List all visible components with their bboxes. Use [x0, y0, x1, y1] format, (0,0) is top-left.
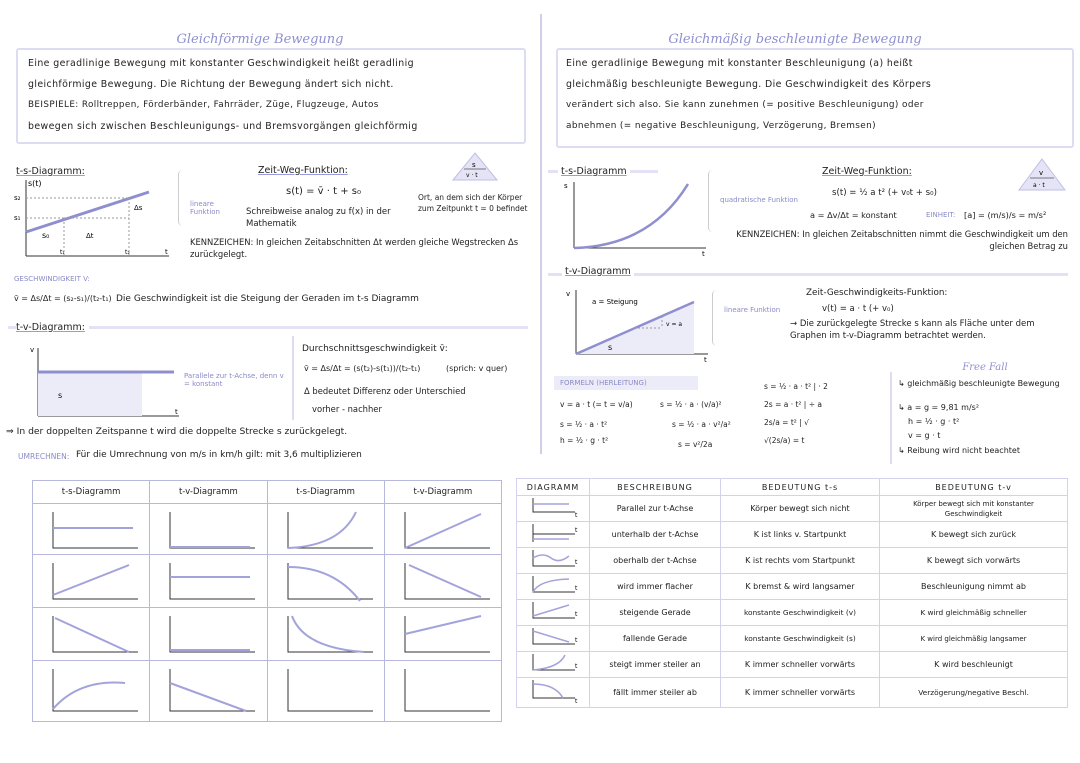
desc-row-1-tv: Körper bewegt sich mit konstanter Geschwindigkeit [880, 496, 1068, 522]
desc-row-6-tv: K wird gleichmäßig langsamer [880, 626, 1068, 652]
formel-0: v = a · t (= t = v/a) [560, 400, 633, 409]
right-linear-label: lineare Funktion [724, 306, 781, 314]
svg-text:t: t [575, 611, 578, 618]
row-graph [525, 652, 581, 674]
left-delta-note: Δ bedeutet Differenz oder Unterschied [304, 386, 466, 396]
left-zwf-title: Zeit-Weg-Funktion: [258, 165, 348, 176]
r-ts-s: s [564, 182, 568, 190]
left-ts-label: t-s-Diagramm: [16, 166, 85, 177]
free-fall-0: ↳ gleichmäßig beschleunigte Bewegung [898, 379, 1060, 388]
left-zwf-ort: Ort, an dem sich der Körper zum Zeitpunkt t = 0 befindet [418, 193, 528, 213]
right-intro-3: verändert sich also. Sie kann zunehmen (= positive Beschleunigung) oder [566, 100, 924, 110]
svg-text:t: t [575, 527, 578, 534]
desc-header-beschreibung: BESCHREIBUNG [590, 479, 721, 496]
bracket [712, 290, 721, 346]
left-tv-graph [24, 340, 184, 426]
left-zwf-formula: s(t) = v̄ · t + s₀ [286, 186, 361, 197]
formel-7: h = ½ · g · t² [560, 436, 609, 445]
left-intro-box [16, 48, 526, 144]
tv-t: t [175, 408, 178, 416]
left-v-heading: GESCHWINDIGKEIT V: [14, 275, 90, 283]
center-divider [540, 14, 542, 454]
left-avg-title: Durchschnittsgeschwindigkeit v̄: [302, 344, 448, 354]
r-tv-veq: v = a [666, 321, 683, 328]
desc-row-4-tv: Beschleunigung nimmt ab [880, 574, 1068, 600]
right-tv-graph [562, 284, 712, 364]
right-zgf-title: Zeit-Geschwindigkeits-Funktion: [806, 288, 948, 298]
formel-1: s = ½ · a · (v/a)² [660, 400, 722, 409]
desc-row-1-desc: Parallel zur t-Achse [590, 496, 721, 522]
right-a-formula: a = Δv/Δt = konstant [810, 210, 897, 220]
svg-text:t: t [575, 585, 578, 592]
ts-ds: Δs [134, 204, 143, 212]
row-graph [525, 496, 581, 518]
diagram-grid [32, 480, 502, 722]
desc-row-5-tv: K wird gleichmäßig schneller [880, 600, 1068, 626]
desc-row-5-ts: konstante Geschwindigkeit (v) [721, 600, 880, 626]
left-avg-formula: v̄ = Δs/Δt = (s(t₂)-s(t₁))/(t₂-t₁) [304, 364, 421, 373]
grid-graph-falling [385, 555, 501, 607]
formel-6: 2s/a = t² | √ [764, 418, 809, 427]
ts-t1: t₁ [60, 249, 65, 256]
right-einheit-value: [a] = (m/s)/s = m/s² [964, 210, 1047, 220]
row-graph [525, 678, 581, 704]
left-v-text: Die Geschwindigkeit ist die Steigung der Geraden im t-s Diagramm [116, 294, 419, 304]
grid-graph-falling [150, 661, 266, 721]
formel-8: s = v²/2a [678, 440, 713, 449]
left-v-formula: v̄ = Δs/Δt = (s₂-s₁)/(t₂-t₁) [14, 294, 112, 303]
left-tv-label: t-v-Diagramm: [16, 322, 89, 333]
desc-row-2-tv: K bewegt sich zurück [880, 522, 1068, 548]
r-tv-v: v [566, 290, 571, 298]
desc-row-7-tv: K wird beschleunigt [880, 652, 1068, 678]
right-kennzeichen: KENNZEICHEN: In gleichen Zeitabschnitten nimmt die Geschwindigkeit um den gleichen Betrag zu [736, 229, 1068, 251]
r-tv-s: s [608, 343, 613, 352]
svg-text:t: t [575, 663, 578, 670]
desc-row-2-ts: K ist links v. Startpunkt [721, 522, 880, 548]
grid-graph-decay [268, 608, 384, 660]
tri-bottom: v · t [466, 172, 478, 179]
grid-graph-saturating [33, 661, 149, 721]
svg-text:t: t [575, 512, 578, 518]
grid-graph-parabola [268, 504, 384, 554]
left-kennzeichen: KENNZEICHEN: In gleichen Zeitabschnitten Δt werden gleiche Wegstrecken Δs zurückgelegt. [190, 237, 519, 259]
desc-row-3-ts: K ist rechts vom Startpunkt [721, 548, 880, 574]
left-intro-1: Eine geradlinige Bewegung mit konstanter Geschwindigkeit heißt geradlinig [28, 58, 414, 69]
desc-row-7-ts: K immer schneller vorwärts [721, 652, 880, 678]
left-parallel: Parallele zur t-Achse, denn v = konstant [184, 372, 284, 388]
grid-graph-horizontal [150, 555, 266, 607]
right-einheit-label: EINHEIT: [926, 211, 956, 219]
formel-5: s = ½ · a · v²/a² [672, 420, 731, 429]
rtri-bottom: a · t [1033, 182, 1045, 189]
right-intro-4: abnehmen (= negative Beschleunigung, Verzögerung, Bremsen) [566, 121, 877, 131]
grid-graph-rising [385, 504, 501, 554]
desc-row-7-desc: steigt immer steiler an [590, 652, 721, 678]
rtri-top: v [1039, 169, 1044, 177]
right-ts-graph [560, 176, 710, 258]
desc-header-ts: BEDEUTUNG t-s [721, 479, 880, 496]
left-triangle-icon [452, 152, 498, 182]
right-quadratic: quadratische Funktion [720, 196, 798, 204]
right-zwf-title: Zeit-Weg-Funktion: [822, 166, 912, 177]
desc-row-8-tv: Verzögerung/negative Beschl. [880, 678, 1068, 708]
desc-row-6-ts: konstante Geschwindigkeit (s) [721, 626, 880, 652]
free-fall-1: ↳ a = g = 9,81 m/s² [898, 403, 980, 412]
r-tv-a: a = Steigung [592, 298, 638, 306]
left-title: Gleichförmige Bewegung [176, 32, 344, 47]
desc-row-3-tv: K bewegt sich vorwärts [880, 548, 1068, 574]
left-delta-note2: vorher - nachher [312, 404, 382, 414]
right-formeln-title: FORMELN (HERLEITUNG) [560, 379, 647, 387]
description-table [516, 478, 1068, 708]
left-intro-2: gleichförmige Bewegung. Die Richtung der Bewegung ändert sich nicht. [28, 79, 394, 90]
formel-9: √(2s/a) = t [764, 436, 805, 445]
right-intro-box [556, 48, 1074, 148]
right-zwf-formula: s(t) = ½ a t² (+ v₀t + s₀) [832, 188, 937, 198]
tri-top: s [472, 161, 476, 169]
formel-3: 2s = a · t² | ÷ a [764, 400, 822, 409]
desc-row-5-desc: steigende Gerade [590, 600, 721, 626]
svg-text:t: t [575, 559, 578, 566]
ts-t2: t₂ [125, 249, 130, 256]
right-title: Gleichmäßig beschleunigte Bewegung [668, 32, 922, 47]
grid-graph-rising-top [385, 608, 501, 660]
bracket [178, 170, 187, 226]
grid-graph-horizontal-low [150, 608, 266, 660]
left-intro-3: BEISPIELE: Rolltreppen, Förderbänder, Fahrräder, Züge, Flugzeuge, Autos [28, 100, 379, 110]
right-tv-label: t-v-Diagramm [562, 266, 634, 277]
tv-v: v [30, 346, 35, 354]
left-ts-graph [14, 176, 174, 262]
free-fall-3: v = g · t [908, 431, 941, 440]
free-fall-4: ↳ Reibung wird nicht beachtet [898, 446, 1020, 455]
right-intro-1: Eine geradlinige Bewegung mit konstanter Beschleunigung (a) heißt [566, 58, 913, 69]
desc-row-8-ts: K immer schneller vorwärts [721, 678, 880, 708]
left-linear-label: lineare Funktion [190, 200, 220, 216]
tv-s: s [58, 391, 63, 400]
right-intro-2: gleichmäßig beschleunigte Bewegung. Die Geschwindigkeit des Körpers [566, 79, 932, 90]
row-graph [525, 600, 581, 622]
formel-4: s = ½ · a · t² [560, 420, 608, 429]
grid-graph-empty [385, 661, 501, 721]
grid-graph-falling-curve [268, 555, 384, 607]
left-zwf-note: Schreibweise analog zu f(x) in der Mathematik [246, 207, 391, 229]
ts-dt: Δt [86, 232, 94, 240]
grid-graph-horizontal [33, 504, 149, 554]
left-intro-4: bewegen sich zwischen Beschleunigungs- und Bremsvorgängen gleichförmig [28, 121, 418, 132]
formel-2: s = ½ · a · t² | · 2 [764, 382, 828, 391]
svg-text:t: t [575, 637, 578, 644]
left-avg-speak: (sprich: v quer) [446, 364, 508, 373]
grid-graph-empty [268, 661, 384, 721]
ts-s1: s₁ [14, 214, 21, 222]
grid-graph-zero [150, 504, 266, 554]
grid-header-3: t-s-Diagramm [267, 481, 384, 504]
desc-row-1-ts: Körper bewegt sich nicht [721, 496, 880, 522]
grid-graph-rising [33, 555, 149, 607]
row-graph [525, 626, 581, 648]
bracket [708, 170, 717, 232]
right-zgf-text: → Die zurückgelegte Strecke s kann als Fläche unter dem Graphen im t-v-Diagramm betrachtet werden. [790, 319, 1035, 341]
left-umrechnen-text: Für die Umrechnung von m/s in km/h gilt: mit 3,6 multiplizieren [76, 450, 362, 460]
grid-header-4: t-v-Diagramm [384, 481, 501, 504]
r-ts-t: t [702, 250, 705, 258]
free-fall-title: Free Fall [950, 362, 1020, 373]
desc-row-8-desc: fällt immer steiler ab [590, 678, 721, 708]
svg-text:t: t [575, 698, 578, 704]
free-fall-2: h = ½ · g · t² [908, 417, 960, 426]
ts-t: t [165, 248, 168, 256]
left-double: ⇒ In der doppelten Zeitspanne t wird die doppelte Strecke s zurückgelegt. [6, 426, 348, 437]
r-tv-t: t [704, 356, 707, 364]
row-graph [525, 522, 581, 544]
right-triangle-icon [1018, 158, 1066, 192]
grid-header-1: t-s-Diagramm [33, 481, 150, 504]
desc-row-2-desc: unterhalb der t-Achse [590, 522, 721, 548]
desc-header-tv: BEDEUTUNG t-v [880, 479, 1068, 496]
grid-header-2: t-v-Diagramm [150, 481, 267, 504]
desc-row-3-desc: oberhalb der t-Achse [590, 548, 721, 574]
right-zgf-formula: v(t) = a · t (+ v₀) [822, 304, 894, 314]
row-graph [525, 574, 581, 596]
ts-y-label: s(t) [28, 179, 42, 188]
right-ts-label: t-s-Diagramm [558, 166, 630, 177]
desc-row-4-ts: K bremst & wird langsamer [721, 574, 880, 600]
desc-row-4-desc: wird immer flacher [590, 574, 721, 600]
grid-graph-falling [33, 608, 149, 660]
ts-s2: s₂ [14, 194, 21, 202]
desc-row-6-desc: fallende Gerade [590, 626, 721, 652]
desc-header-diagramm: DIAGRAMM [517, 479, 590, 496]
row-graph [525, 548, 581, 570]
ts-s0: s₀ [42, 231, 50, 240]
left-umrechnen-label: UMRECHNEN: [18, 452, 70, 461]
